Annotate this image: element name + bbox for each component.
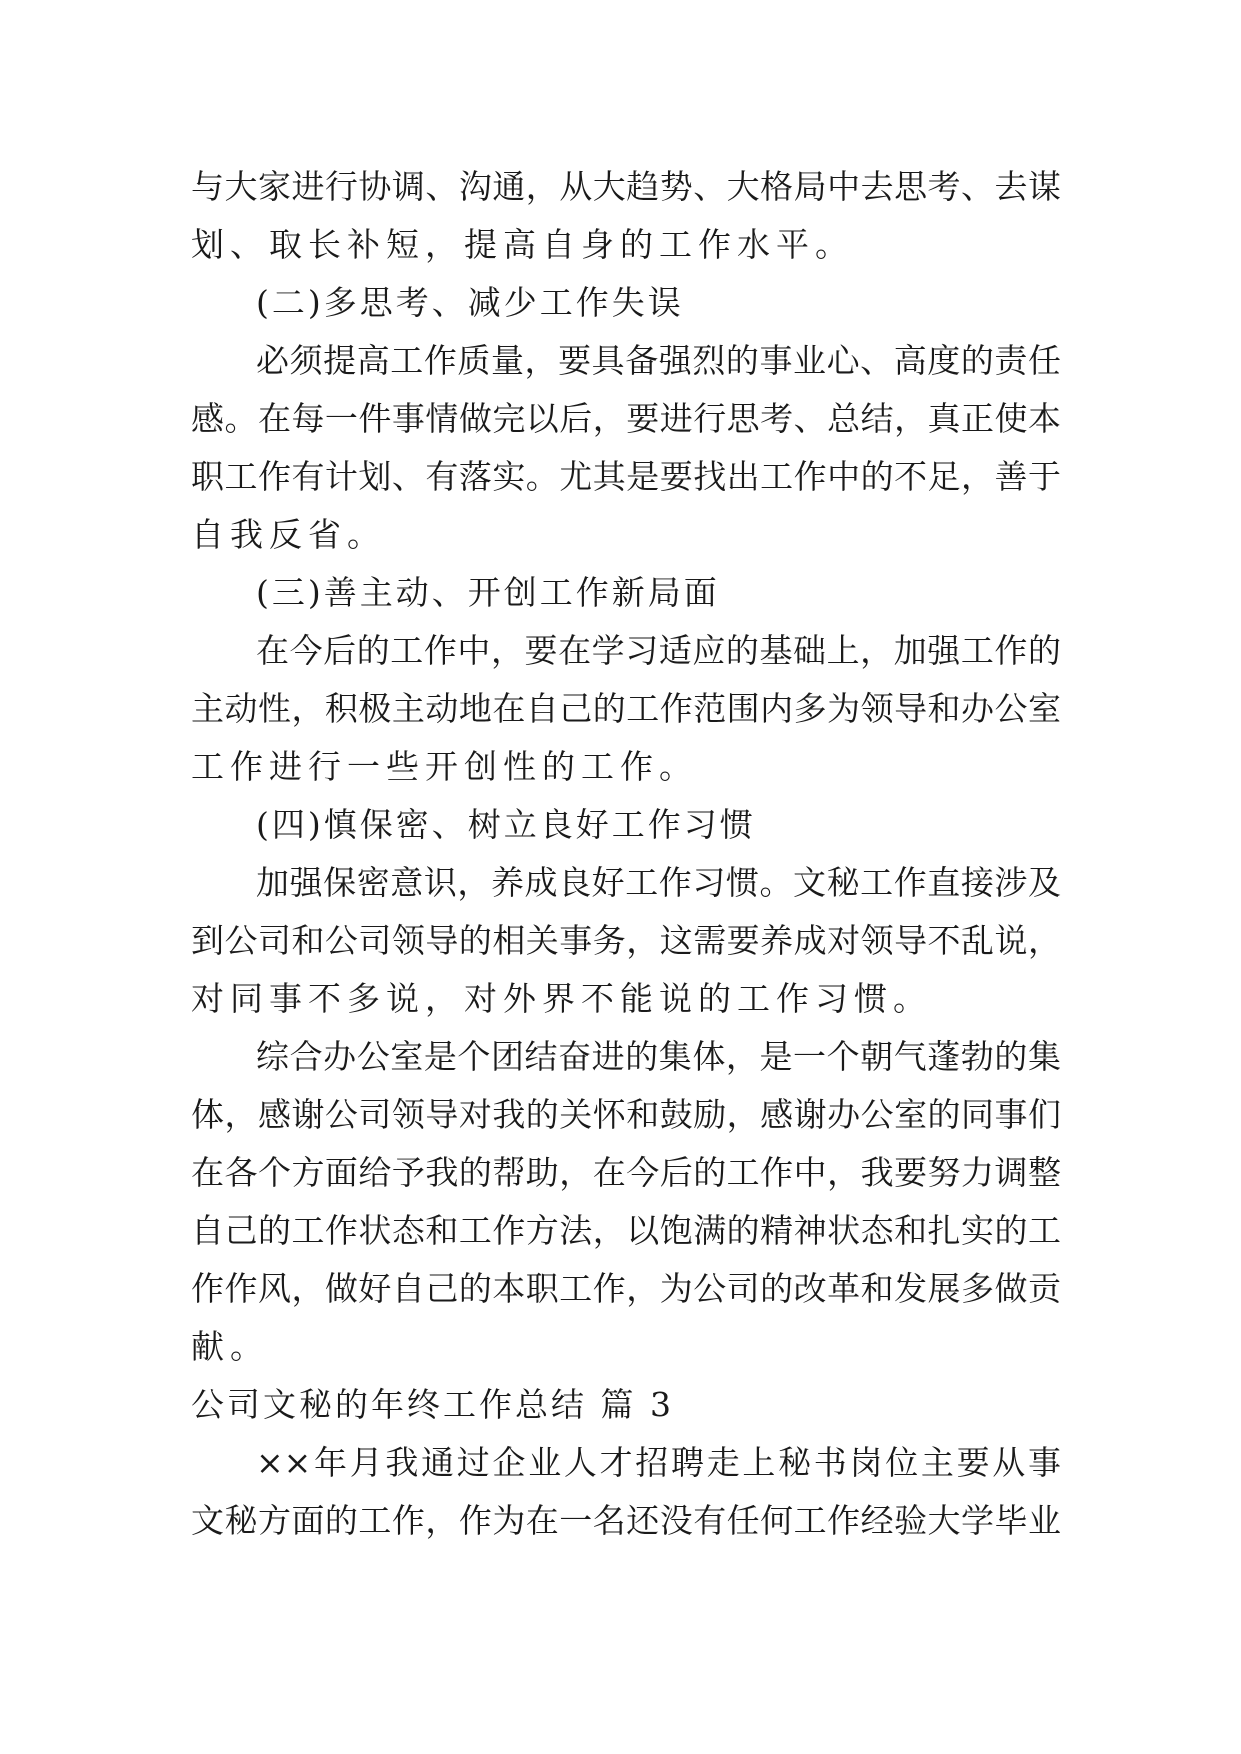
paragraph-line: ××年月我通过企业人才招聘走上秘书岗位主要从事 (256, 1443, 1061, 1482)
paragraph-line: 献。 (191, 1327, 269, 1366)
section-heading: (三)善主动、开创工作新局面 (256, 573, 720, 612)
paragraph-line: 体，感谢公司领导对我的关怀和鼓励，感谢办公室的同事们 (191, 1095, 1061, 1134)
paragraph-line: 文秘方面的工作，作为在一名还没有任何工作经验大学毕业 (191, 1501, 1061, 1540)
paragraph-line: 划、取长补短，提高自身的工作水平。 (191, 225, 854, 264)
article-title: 公司文秘的年终工作总结 篇 3 (191, 1385, 674, 1424)
paragraph-line: 自我反省。 (191, 515, 386, 554)
paragraph-line: 必须提高工作质量，要具备强烈的事业心、高度的责任 (256, 341, 1061, 380)
section-heading: (四)慎保密、树立良好工作习惯 (256, 805, 756, 844)
paragraph-line: 工作进行一些开创性的工作。 (191, 747, 698, 786)
paragraph-line: 主动性，积极主动地在自己的工作范围内多为领导和办公室 (191, 689, 1061, 728)
paragraph-line: 到公司和公司领导的相关事务，这需要养成对领导不乱说， (191, 921, 1061, 960)
paragraph-line: 在各个方面给予我的帮助，在今后的工作中，我要努力调整 (191, 1153, 1061, 1192)
paragraph-line: 在今后的工作中，要在学习适应的基础上，加强工作的 (256, 631, 1061, 670)
paragraph-line: 作作风，做好自己的本职工作，为公司的改革和发展多做贡 (191, 1269, 1061, 1308)
paragraph-line: 加强保密意识，养成良好工作习惯。文秘工作直接涉及 (256, 863, 1061, 902)
paragraph-line: 职工作有计划、有落实。尤其是要找出工作中的不足，善于 (191, 457, 1061, 496)
paragraph-line: 感。在每一件事情做完以后，要进行思考、总结，真正使本 (191, 399, 1061, 438)
section-heading: (二)多思考、减少工作失误 (256, 283, 684, 322)
paragraph-line: 对同事不多说，对外界不能说的工作习惯。 (191, 979, 932, 1018)
paragraph-line: 自己的工作状态和工作方法，以饱满的精神状态和扎实的工 (191, 1211, 1061, 1250)
paragraph-line: 与大家进行协调、沟通，从大趋势、大格局中去思考、去谋 (191, 167, 1061, 206)
paragraph-line: 综合办公室是个团结奋进的集体，是一个朝气蓬勃的集 (256, 1037, 1061, 1076)
